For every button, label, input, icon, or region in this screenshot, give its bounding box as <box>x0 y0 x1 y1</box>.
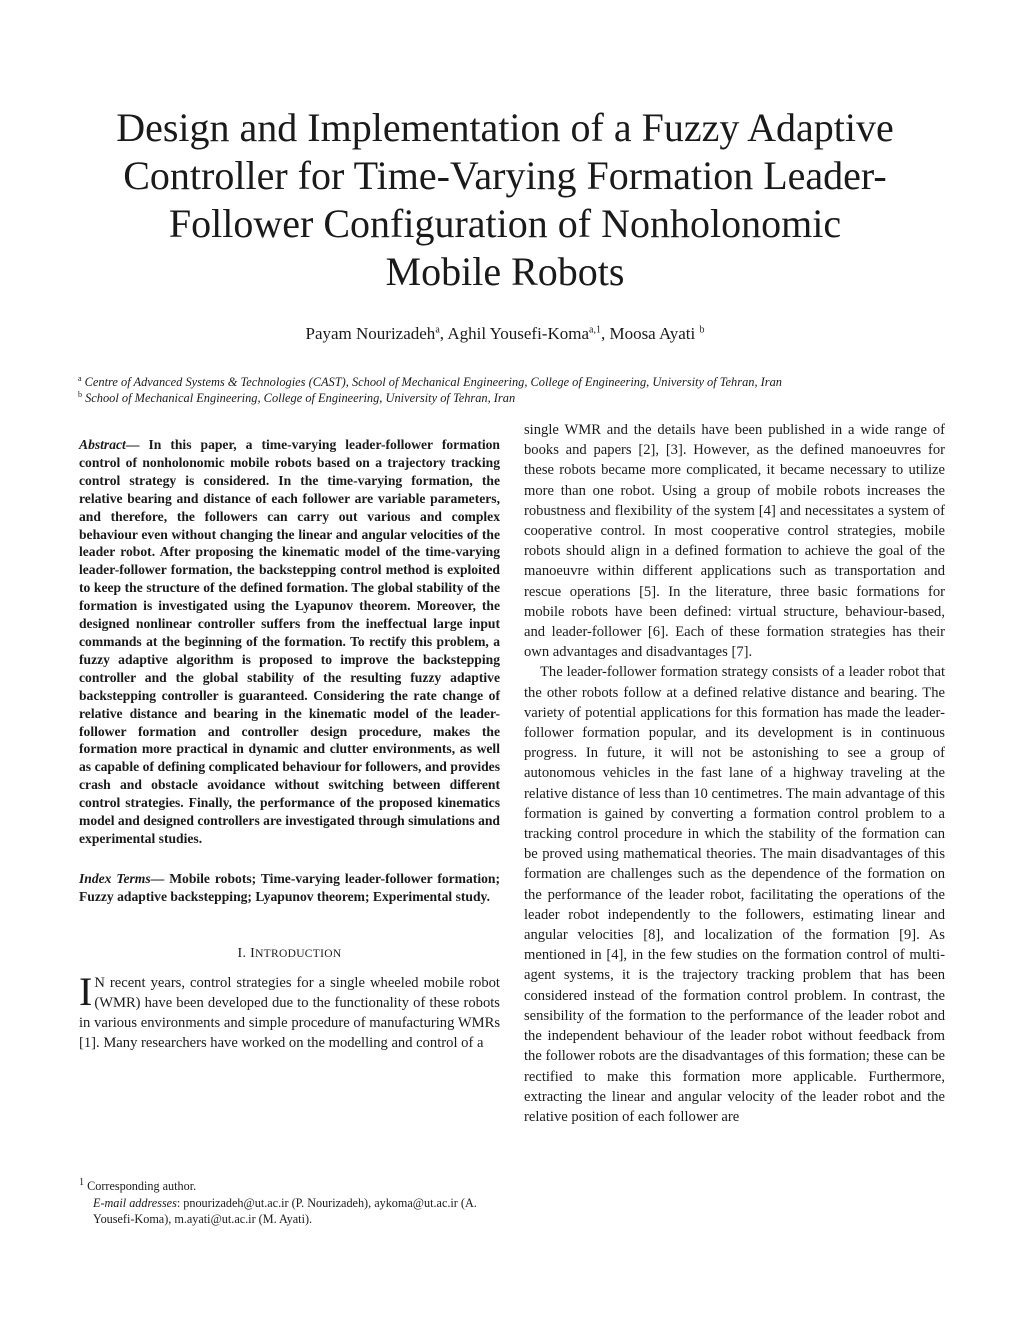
footnote-text: Corresponding author. <box>84 1179 197 1194</box>
author-separator: , <box>439 324 448 343</box>
author-name: Payam Nourizadeh <box>305 324 436 343</box>
abstract-dash: — <box>125 437 149 452</box>
index-terms <box>79 870 500 906</box>
author-name: Moosa Ayati <box>609 324 700 343</box>
abstract <box>79 436 500 848</box>
index-terms-text: Mobile robots; Time-varying leader-follower formation; Fuzzy adaptive backstepping; Lyapunov theorem; Experimental study. <box>79 870 500 904</box>
title-line: Mobile Robots <box>385 249 625 294</box>
title-line: Controller for Time-Varying Formation Leader- <box>123 153 887 198</box>
section-title-rest: NTRODUCTION <box>255 947 342 960</box>
abstract-label: Abstract <box>79 437 126 452</box>
footnote-emails <box>79 1195 500 1228</box>
author-affil-mark: b <box>699 324 705 336</box>
title-line: Follower Configuration of Nonholonomic <box>168 201 842 246</box>
section-number: I. <box>237 945 251 961</box>
intro-continued-paragraph: single WMR and the details have been published in a wide range of books and papers [2], [3]. However, as the defined manoeuvres for these robots became more complicated, it became necessary to utilize more than one robot. Using a group of mobile robots increases the robustness and flexibility of the system [4] and necessitates a system of cooperative control. In most cooperative control strategies, mobile robots should align in a defined formation to achieve the goal of the manoeuvre within different applications such as transportation and rescue operations [5]. In the literature, three basic formations for mobile robots have been defined: virtual structure, behaviour-based, and leader-follower [6]. Each of these formation strategies has their own advantages and disadvantages [7]. <box>524 422 945 661</box>
footnote-corresponding <box>79 1175 500 1195</box>
intro-paragraph <box>79 968 500 1054</box>
paper-title <box>80 104 930 296</box>
affiliation-text: Centre of Advanced Systems & Technologies (CAST), School of Mechanical Engineering, College of Engineering, University of Tehran, Iran <box>81 375 782 389</box>
title-line: Design and Implementation of a Fuzzy Adaptive <box>116 105 894 150</box>
email-label: E-mail addresses <box>93 1195 177 1210</box>
right-column <box>524 420 945 1127</box>
affiliation-b <box>78 390 958 406</box>
email-text: : pnourizadeh@ut.ac.ir (P. Nourizadeh), aykoma@ut.ac.ir (A. Yousefi-Koma), m.ayati@ut.ac.ir (M. Ayati). <box>93 1195 477 1227</box>
affiliation-mark: a <box>78 373 82 383</box>
section-title-first-letter: I <box>250 945 256 961</box>
author-list <box>80 322 930 346</box>
footnote-mark: 1 <box>79 1177 85 1188</box>
author-name: Aghil Yousefi-Koma <box>447 324 589 343</box>
leader-follower-paragraph: The leader-follower formation strategy consists of a leader robot that the other robots follow at a defined relative distance and bearing. The variety of potential applications for this formation has made the leader-follower formation popular, and its development is in continuous progress. In future, it will not be astonishing to see a group of autonomous vehicles in the fast lane of a highway traveling at the relative distance of less than 10 centimetres. The main advantage of this formation is gained by converting a formation control problem to a tracking control procedure in which the stability of the formation can be proved using mathematical theories. The main disadvantages of this formation are challenges such as the dependence of the formation on the performance of the leader robot, facilitating the operations of the leader robot independently to the followers, estimating linear and angular velocities [8], and localization of the formation [9]. As mentioned in [4], in the few studies on the formation control of multi-agent systems, it is the trajectory tracking problem that has been considered instead of the formation control problem. In contrast, the sensibility of the formation to the performance of the leader robot and the independent behaviour of the leader robot without feedback from the follower robots are the disadvantages of this formation; these can be rectified to make this formation more applicable. Furthermore, extracting the linear and angular velocity of the leader robot and the relative position of each follower are <box>524 664 945 1125</box>
intro-text: N recent years, control strategies for a single wheeled mobile robot (WMR) have been developed due to the functionality of these robots in various environments and simple procedure of manufacturing WMRs [1]. Many researchers have worked on the modelling and control of a <box>79 974 500 1052</box>
affiliation-text: School of Mechanical Engineering, College of Engineering, University of Tehran, Iran <box>82 391 516 405</box>
footnote <box>79 1175 500 1228</box>
affiliation-mark: b <box>78 389 82 399</box>
index-terms-dash: — <box>150 870 170 886</box>
author-affil-mark: a,1 <box>589 324 601 336</box>
affiliation-a <box>78 374 958 390</box>
abstract-text: In this paper, a time-varying leader-follower formation control of nonholonomic mobile robots based on a trajectory tracking control strategy is considered. In the time-varying formation, the relative bearing and distance of each follower are variable parameters, and therefore, the followers can carry out various and complex behaviour even without changing the linear and angular velocities of the leader robot. After proposing the kinematic model of the time-varying leader-follower formation, the backstepping control method is exploited to keep the structure of the defined formation. The global stability of the formation is investigated using the Lyapunov theorem. Moreover, the designed nonlinear controller suffers from the ineffectual large input commands at the beginning of the formation. To rectify this problem, a fuzzy adaptive algorithm is proposed to improve the backstepping controller and the global stability of the resulting fuzzy adaptive backstepping controller is guaranteed. Considering the rate change of relative distance and bearing in the kinematic model of the leader-follower formation and controller design procedure, makes the formation more practical in dynamic and clutter environments, as well as capable of defining complicated behaviour for followers, and provides crash and obstacle avoidance without switching between different control strategies. Finally, the performance of the proposed kinematics model and designed controllers are investigated through simulations and experimental studies. <box>79 437 500 846</box>
index-terms-label: Index Terms <box>79 870 151 886</box>
author-affil-mark: a <box>435 324 440 336</box>
left-column <box>79 436 500 1053</box>
drop-cap: I <box>79 968 93 1014</box>
section-heading-introduction <box>79 945 500 963</box>
author-separator: , <box>600 324 610 343</box>
